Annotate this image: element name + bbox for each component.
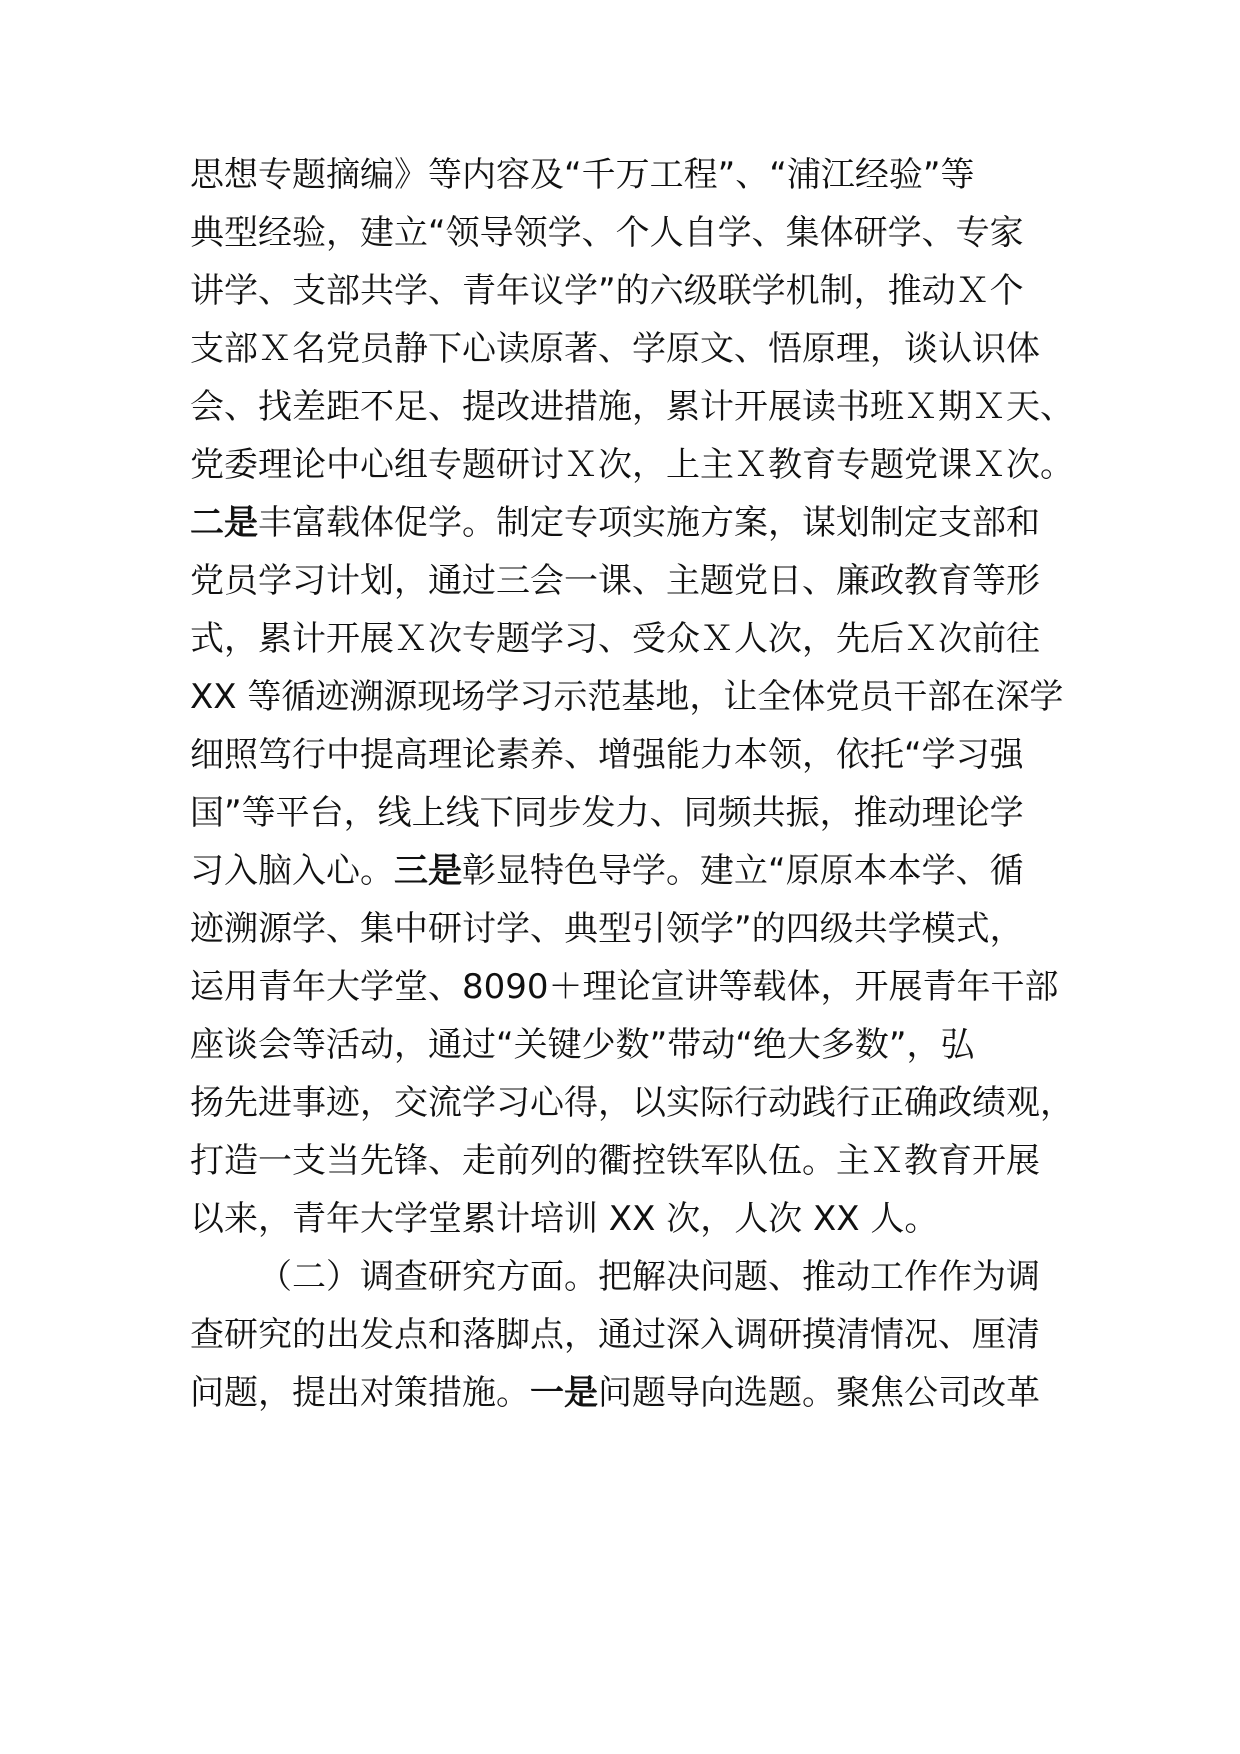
text-run: 党委理论中心组专题研讨Ｘ次，上主Ｘ教育专题党课Ｘ次。 <box>190 445 1074 485</box>
text-line-8 <box>190 561 1040 601</box>
text-line-7 <box>190 503 1040 543</box>
text-line-5 <box>190 387 1074 427</box>
text-line-11 <box>190 735 1024 775</box>
text-line-3 <box>190 271 1024 311</box>
bold-lead-in: 二是 <box>190 503 258 543</box>
text-run: 问题导向选题。聚焦公司改革 <box>598 1373 1040 1413</box>
text-run: 打造一支当先锋、走前列的衢控铁军队伍。主Ｘ教育开展 <box>190 1141 1040 1181</box>
text-line-19 <box>190 1199 938 1239</box>
text-line-1 <box>190 155 974 195</box>
text-run: 查研究的出发点和落脚点，通过深入调研摸清情况、厘清 <box>190 1315 1040 1355</box>
text-line-22 <box>190 1373 1040 1413</box>
text-line-15 <box>190 967 1059 1007</box>
text-line-21 <box>190 1315 1040 1355</box>
text-line-16 <box>190 1025 974 1065</box>
section-heading-run: （二）调查研究方面。把解决问题、推动工作作为调 <box>258 1257 1040 1297</box>
text-run: 迹溯源学、集中研讨学、典型引领学”的四级共学模式， <box>190 909 1024 949</box>
text-run: 国”等平台，线上线下同步发力、同频共振，推动理论学 <box>190 793 1024 833</box>
text-run: 座谈会等活动，通过“关键少数”带动“绝大多数”，弘 <box>190 1025 975 1065</box>
text-run: 丰富载体促学。制定专项实施方案，谋划制定支部和 <box>258 503 1040 543</box>
bold-lead-in: 三是 <box>394 851 462 891</box>
text-run: 细照笃行中提高理论素养、增强能力本领，依托“学习强 <box>190 735 1024 775</box>
text-line-6 <box>190 445 1074 485</box>
text-run: 支部Ｘ名党员静下心读原著、学原文、悟原理，谈认识体 <box>190 329 1040 369</box>
text-line-20 <box>258 1257 1040 1297</box>
text-line-9 <box>190 619 1040 659</box>
text-run: 式，累计开展Ｘ次专题学习、受众Ｘ人次，先后Ｘ次前往 <box>190 619 1040 659</box>
text-line-2 <box>190 213 1024 253</box>
text-line-14 <box>190 909 1024 949</box>
text-line-17 <box>190 1083 1074 1123</box>
bold-lead-in: 一是 <box>530 1373 598 1413</box>
text-run: 运用青年大学堂、8090＋理论宣讲等载体，开展青年干部 <box>190 967 1059 1007</box>
text-run: 彰显特色导学。建立“原原本本学、循 <box>462 851 1024 891</box>
text-run: 习入脑入心。 <box>190 851 394 891</box>
text-line-18 <box>190 1141 1040 1181</box>
text-line-10 <box>190 677 1063 717</box>
text-run: 以来，青年大学堂累计培训 XX 次，人次 XX 人。 <box>190 1199 939 1239</box>
text-run: 扬先进事迹，交流学习心得，以实际行动践行正确政绩观， <box>190 1083 1074 1123</box>
text-run: XX 等循迹溯源现场学习示范基地，让全体党员干部在深学 <box>190 677 1064 717</box>
text-run: 党员学习计划，通过三会一课、主题党日、廉政教育等形 <box>190 561 1040 601</box>
text-run: 思想专题摘编》等内容及“千万工程”、“浦江经验”等 <box>190 155 975 195</box>
text-run: 问题，提出对策措施。 <box>190 1373 530 1413</box>
text-run: 会、找差距不足、提改进措施，累计开展读书班Ｘ期Ｘ天、 <box>190 387 1074 427</box>
text-line-13 <box>190 851 1024 891</box>
text-run: 典型经验，建立“领导领学、个人自学、集体研学、专家 <box>190 213 1024 253</box>
text-run: 讲学、支部共学、青年议学”的六级联学机制，推动Ｘ个 <box>190 271 1024 311</box>
text-line-12 <box>190 793 1024 833</box>
text-line-4 <box>190 329 1040 369</box>
